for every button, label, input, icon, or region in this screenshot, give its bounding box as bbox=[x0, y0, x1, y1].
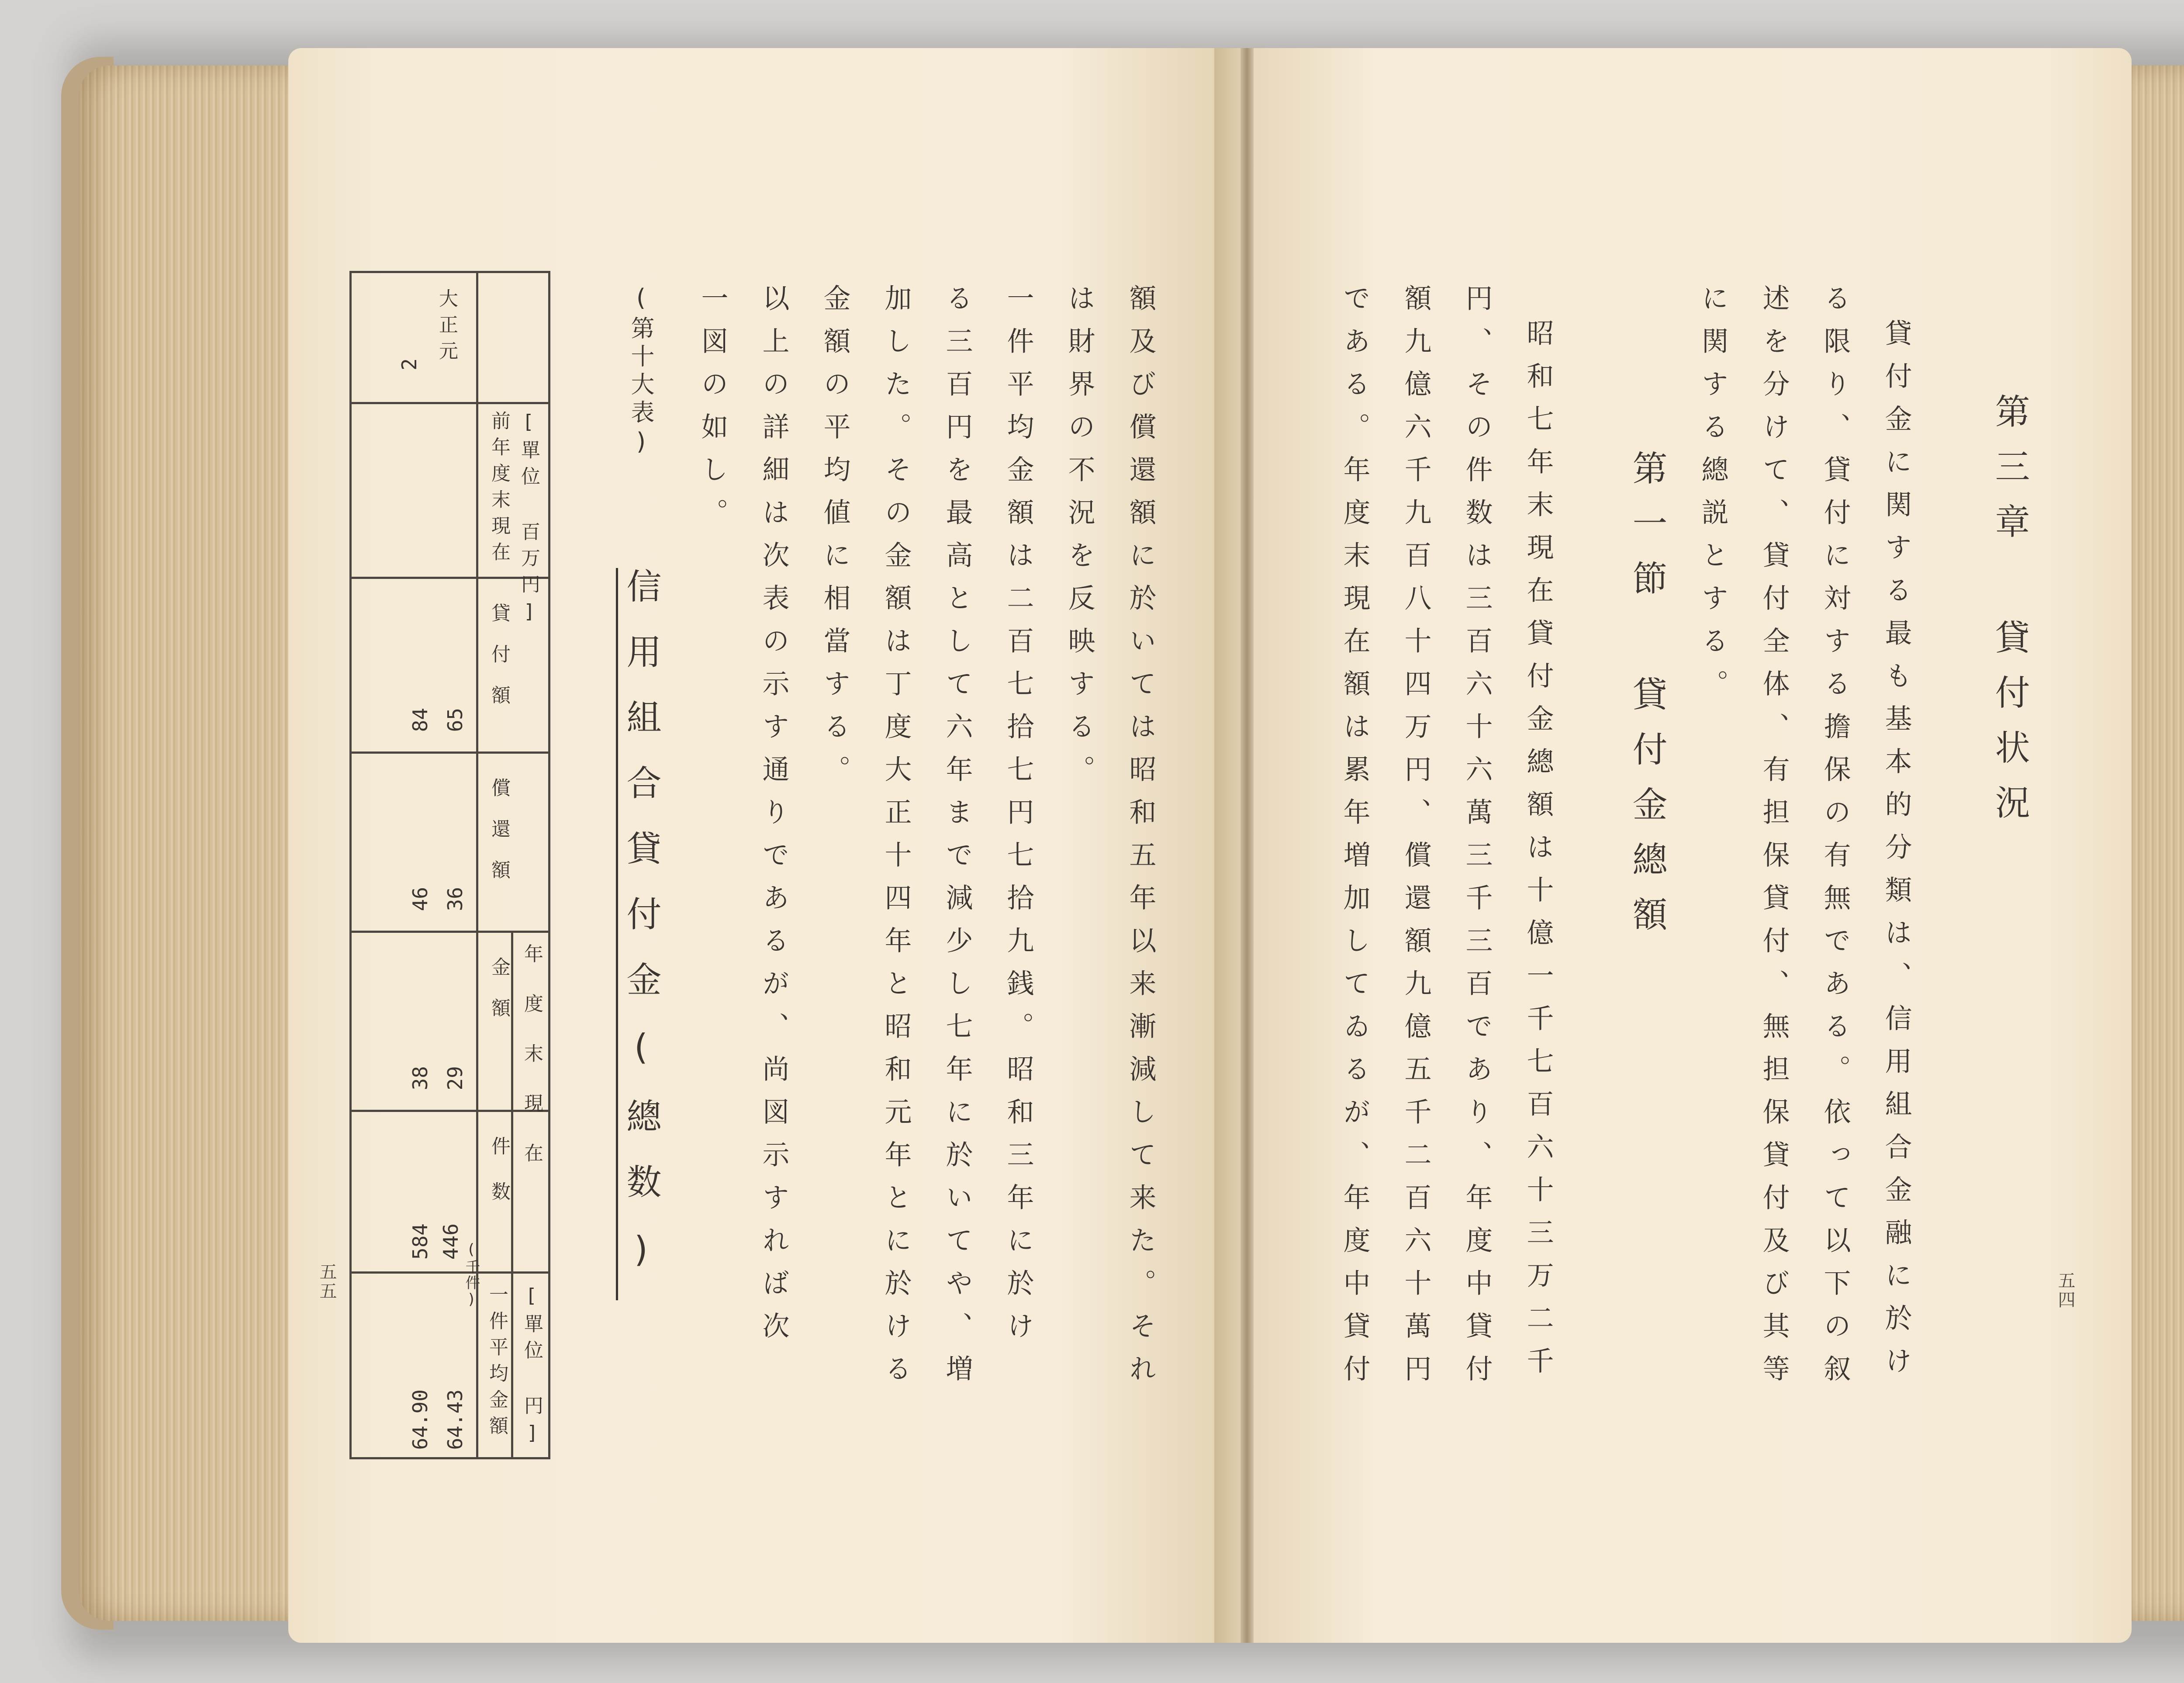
left-body-column-1: 額及び償還額に於いては昭和五年以来漸減して来た。それ bbox=[1125, 284, 1157, 1397]
right-body-column-1: 昭和七年末現在貸付金總額は十億一千七百六十三万二千 bbox=[1522, 319, 1554, 1389]
row-label-2: 2 bbox=[397, 358, 421, 371]
row-label-taisho-1: 大正元 bbox=[435, 288, 458, 367]
chapter-title: 第三章 貸付状況 bbox=[1989, 393, 2030, 839]
cell-repay-1: 36 bbox=[443, 887, 467, 911]
table-number-label: (第十大表) bbox=[627, 284, 655, 460]
col-header-prev-year: 前年度末現在 bbox=[488, 411, 510, 568]
col-header-amount: 金額 bbox=[488, 957, 510, 1039]
page-edges-left bbox=[79, 66, 323, 1621]
col-header-count: 件数 bbox=[488, 1136, 510, 1227]
left-body-column-4: る三百円を最高として六年まで減少し七年に於いてや、増 bbox=[941, 284, 973, 1397]
right-intro-column-3: 述を分けて、貸付全体、有担保貸付、無担保貸付及び其等 bbox=[1758, 284, 1790, 1397]
open-book bbox=[61, 48, 2184, 1638]
unit-millions-label: [單位 百万円] bbox=[518, 411, 540, 630]
section-title: 第一節 貸付金總額 bbox=[1627, 450, 1667, 951]
right-page-number: 五四 bbox=[2055, 1271, 2075, 1310]
right-body-column-3: 額九億六千九百八十四万円、償還額九億五千二百六十萬円 bbox=[1400, 284, 1432, 1397]
right-intro-column-4: に関する總説とする。 bbox=[1697, 284, 1729, 712]
cell-loans-2: 84 bbox=[408, 708, 432, 732]
page-edges-right bbox=[2127, 66, 2184, 1621]
cell-loans-1: 65 bbox=[443, 708, 467, 732]
right-intro-column-1: 貸付金に関する最も基本的分類は、信用組合金融に於け bbox=[1880, 319, 1912, 1389]
left-body-column-3: 一件平均金額は二百七拾七円七拾九銭。昭和三年に於け bbox=[1002, 284, 1034, 1354]
cell-average-2: 64.90 bbox=[408, 1389, 432, 1450]
count-unit-note: (千件) bbox=[463, 1241, 480, 1309]
unit-yen-label: [單位 円] bbox=[521, 1285, 543, 1451]
cell-amount-2: 38 bbox=[408, 1066, 432, 1091]
cell-count-2: 584 bbox=[408, 1223, 432, 1260]
col-header-average: 一件平均金額 bbox=[486, 1285, 508, 1442]
left-body-column-6: 金額の平均値に相當する。 bbox=[819, 284, 851, 798]
left-page-number: 五五 bbox=[317, 1263, 337, 1301]
right-intro-column-2: る限り、貸付に対する擔保の有無である。依って以下の叙 bbox=[1819, 284, 1851, 1397]
book-gutter bbox=[1241, 48, 1254, 1643]
cell-amount-1: 29 bbox=[443, 1066, 467, 1091]
cell-repay-2: 46 bbox=[408, 887, 432, 911]
cell-count-1: 446 bbox=[439, 1223, 463, 1260]
loan-data-table bbox=[349, 271, 550, 1459]
right-body-column-4: である。年度末現在額は累年増加してゐるが、年度中貸付 bbox=[1339, 284, 1371, 1397]
col-header-repayments: 償還額 bbox=[488, 778, 510, 901]
left-body-column-2: は財界の不況を反映する。 bbox=[1064, 284, 1095, 798]
right-body-column-2: 円、その件数は三百六十六萬三千三百であり、年度中貸付 bbox=[1461, 284, 1493, 1397]
left-body-column-8: 一図の如し。 bbox=[697, 284, 729, 541]
cell-average-1: 64.43 bbox=[443, 1389, 467, 1450]
col-header-loans: 貸付額 bbox=[488, 603, 510, 726]
left-body-column-5: 加した。その金額は丁度大正十四年と昭和元年とに於ける bbox=[880, 284, 912, 1397]
group-header-year-end: 年度末現在 bbox=[521, 944, 543, 1193]
left-body-column-7: 以上の詳細は次表の示す通りであるが、尚図示すれば次 bbox=[758, 284, 790, 1354]
table-title: 信用組合貸付金(總数) bbox=[616, 568, 658, 1300]
